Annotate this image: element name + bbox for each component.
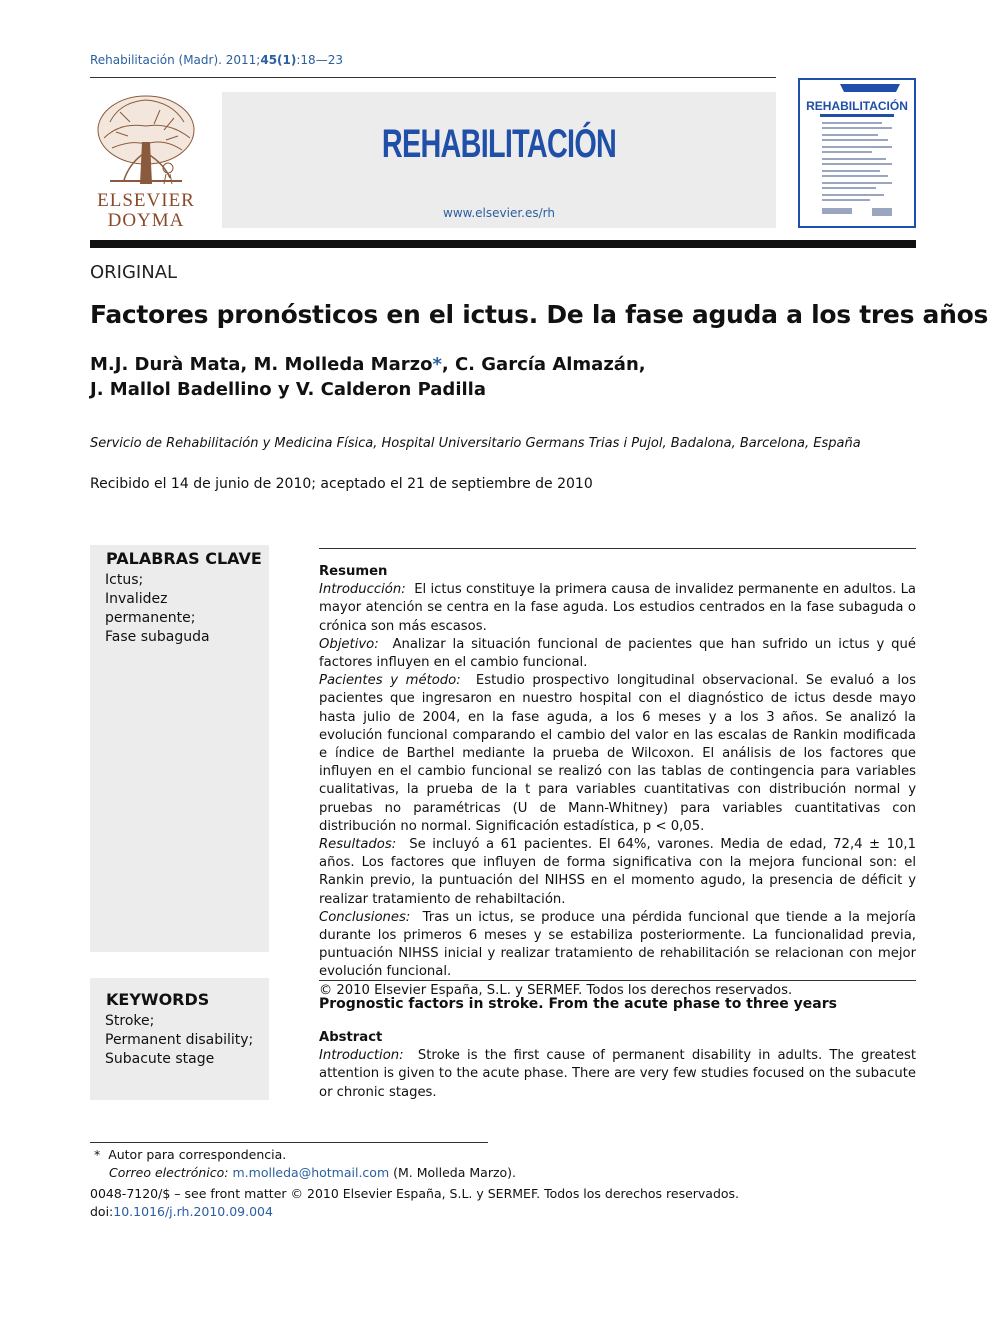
resumen-heading: Resumen (319, 564, 388, 579)
abstract-heading: Abstract (319, 1030, 383, 1045)
resumen-copyright: © 2010 Elsevier España, S.L. y SERMEF. Todos los derechos reservados. (319, 982, 793, 998)
elsevier-tree-icon (90, 92, 202, 228)
elsevier-logo[interactable] (90, 92, 202, 228)
svg-text:REHABILITACIÓN: REHABILITACIÓN (806, 99, 908, 113)
article-title: Factores pronósticos en el ictus. De la fase aguda a los tres años (90, 300, 989, 329)
resumen-divider (319, 548, 916, 549)
journal-name: REHABILITACIÓN (381, 122, 617, 166)
resumen (319, 563, 916, 1000)
keywords-en-heading: KEYWORDS (106, 990, 210, 1009)
resumen-conclusiones: Conclusiones: Tras un ictus, se produce una pérdida funcional que tiende a la mejoría durante los primeros 6 meses y se estabiliza posteriormente. La funcionalidad previa, puntuación NIHSS inicial y realizar tratamiento de rehabilitación se relacionan con mejor evolución funcional. (319, 909, 916, 980)
abstract-en (319, 1029, 916, 1102)
keywords-es-box (90, 545, 269, 952)
correspondence-footnote: * Autor para correspondencia. Correo electrónico: m.molleda@hotmail.com (M. Molleda Marzo). (93, 1147, 517, 1180)
keyword-item: Stroke; (105, 1013, 155, 1029)
svg-text:DOYMA: DOYMA (107, 210, 185, 228)
keywords-es-heading: PALABRAS CLAVE (106, 549, 262, 568)
abstract-introduction: Introduction: Stroke is the first cause of permanent disability in adults. The greatest attention is given to the acute phase. There are very few studies focused on the subacute or chronic stages. (319, 1048, 917, 1100)
keywords-en-list (105, 1012, 255, 1069)
svg-text:ELSEVIER: ELSEVIER (97, 190, 195, 211)
author-affiliation: Servicio de Rehabilitación y Medicina Física, Hospital Universitario Germans Trias i Pujol, Badalona, Barcelona, España (90, 436, 861, 451)
keyword-item: Fase subaguda (105, 629, 210, 645)
cover-image (800, 80, 914, 226)
issn-doi: 0048-7120/$ – see front matter © 2010 Elsevier España, S.L. y SERMEF. Todos los derechos reservados. doi:10.1016/j.rh.2010.09.004 (90, 1186, 740, 1219)
journal-banner (222, 92, 776, 228)
journal-reference[interactable]: Rehabilitación (Madr). 2011;45(1):18—23 (90, 53, 343, 67)
top-divider (90, 77, 776, 78)
doi-link[interactable]: 10.1016/j.rh.2010.09.004 (113, 1204, 273, 1219)
journal-cover-thumbnail[interactable] (798, 78, 916, 228)
corresponding-author-mark[interactable]: * (432, 354, 442, 375)
journal-url-link[interactable]: www.elsevier.es/rh (443, 206, 555, 220)
english-title: Prognostic factors in stroke. From the acute phase to three years (319, 996, 837, 1012)
keyword-item: Subacute stage (105, 1051, 215, 1067)
received-dates: Recibido el 14 de junio de 2010; aceptado el 21 de septiembre de 2010 (90, 476, 593, 492)
keyword-item: Permanent disability; (105, 1032, 254, 1048)
keyword-item: Invalidez permanente; (105, 591, 196, 626)
header-divider (90, 240, 916, 248)
footnote-divider (90, 1142, 488, 1143)
article-authors: M.J. Durà Mata, M. Molleda Marzo*, C. García Almazán, J. Mallol Badellino y V. Calderon Padilla (90, 354, 646, 400)
resumen-resultados: Resultados: Se incluyó a 61 pacientes. El 64%, varones. Media de edad, 72,4 ± 10,1 años. Los factores que influyen de forma significativa con la mejora funcional son: el Rankin previo, la puntuación del NIHSS en el momento agudo, la presencia de déficit y realizar tratamiento de rehabiltación. (319, 837, 917, 907)
abstract-divider (319, 980, 916, 981)
email-link[interactable]: m.molleda@hotmail.com (232, 1165, 390, 1180)
resumen-introduccion: Introducción: El ictus constituye la primera causa de invalidez permanente en adultos. La mayor atención se centra en la fase aguda. Los estudios centrados en la fase subaguda o crónica son más escasos. (319, 582, 917, 634)
keywords-es-list (105, 571, 255, 647)
resumen-metodo: Pacientes y método: Estudio prospectivo longitudinal observacional. Se evaluó a los pacientes que ingresaron en nuestro hospital con el diagnóstico de ictus desde mayo hasta julio de 2004, en la fase aguda, a los 6 meses y a los 3 años. Se analizó la evolución funcional comparando el cambio del valor en las escalas de Rankin modificada e índice de Barthel mediante la prueba de Wilcoxon. El análisis de los factores que influyen en el cambio funcional se realizó con las tablas de contingencia para variables cualitativas, la prueba de la t para variables cuantitativas con distribución normal y pruebas no paramétricas (U de Mann-Whitney) para variables cuantitativas con distribución no normal. Significación estadística, p < 0,05. (319, 673, 916, 834)
article-section: ORIGINAL (90, 262, 178, 283)
keywords-en-box (90, 978, 269, 1100)
keyword-item: Ictus; (105, 572, 144, 588)
resumen-objetivo: Objetivo: Analizar la situación funcional de pacientes que han sufrido un ictus y qué factores influyen en el cambio funcional. (319, 636, 916, 671)
